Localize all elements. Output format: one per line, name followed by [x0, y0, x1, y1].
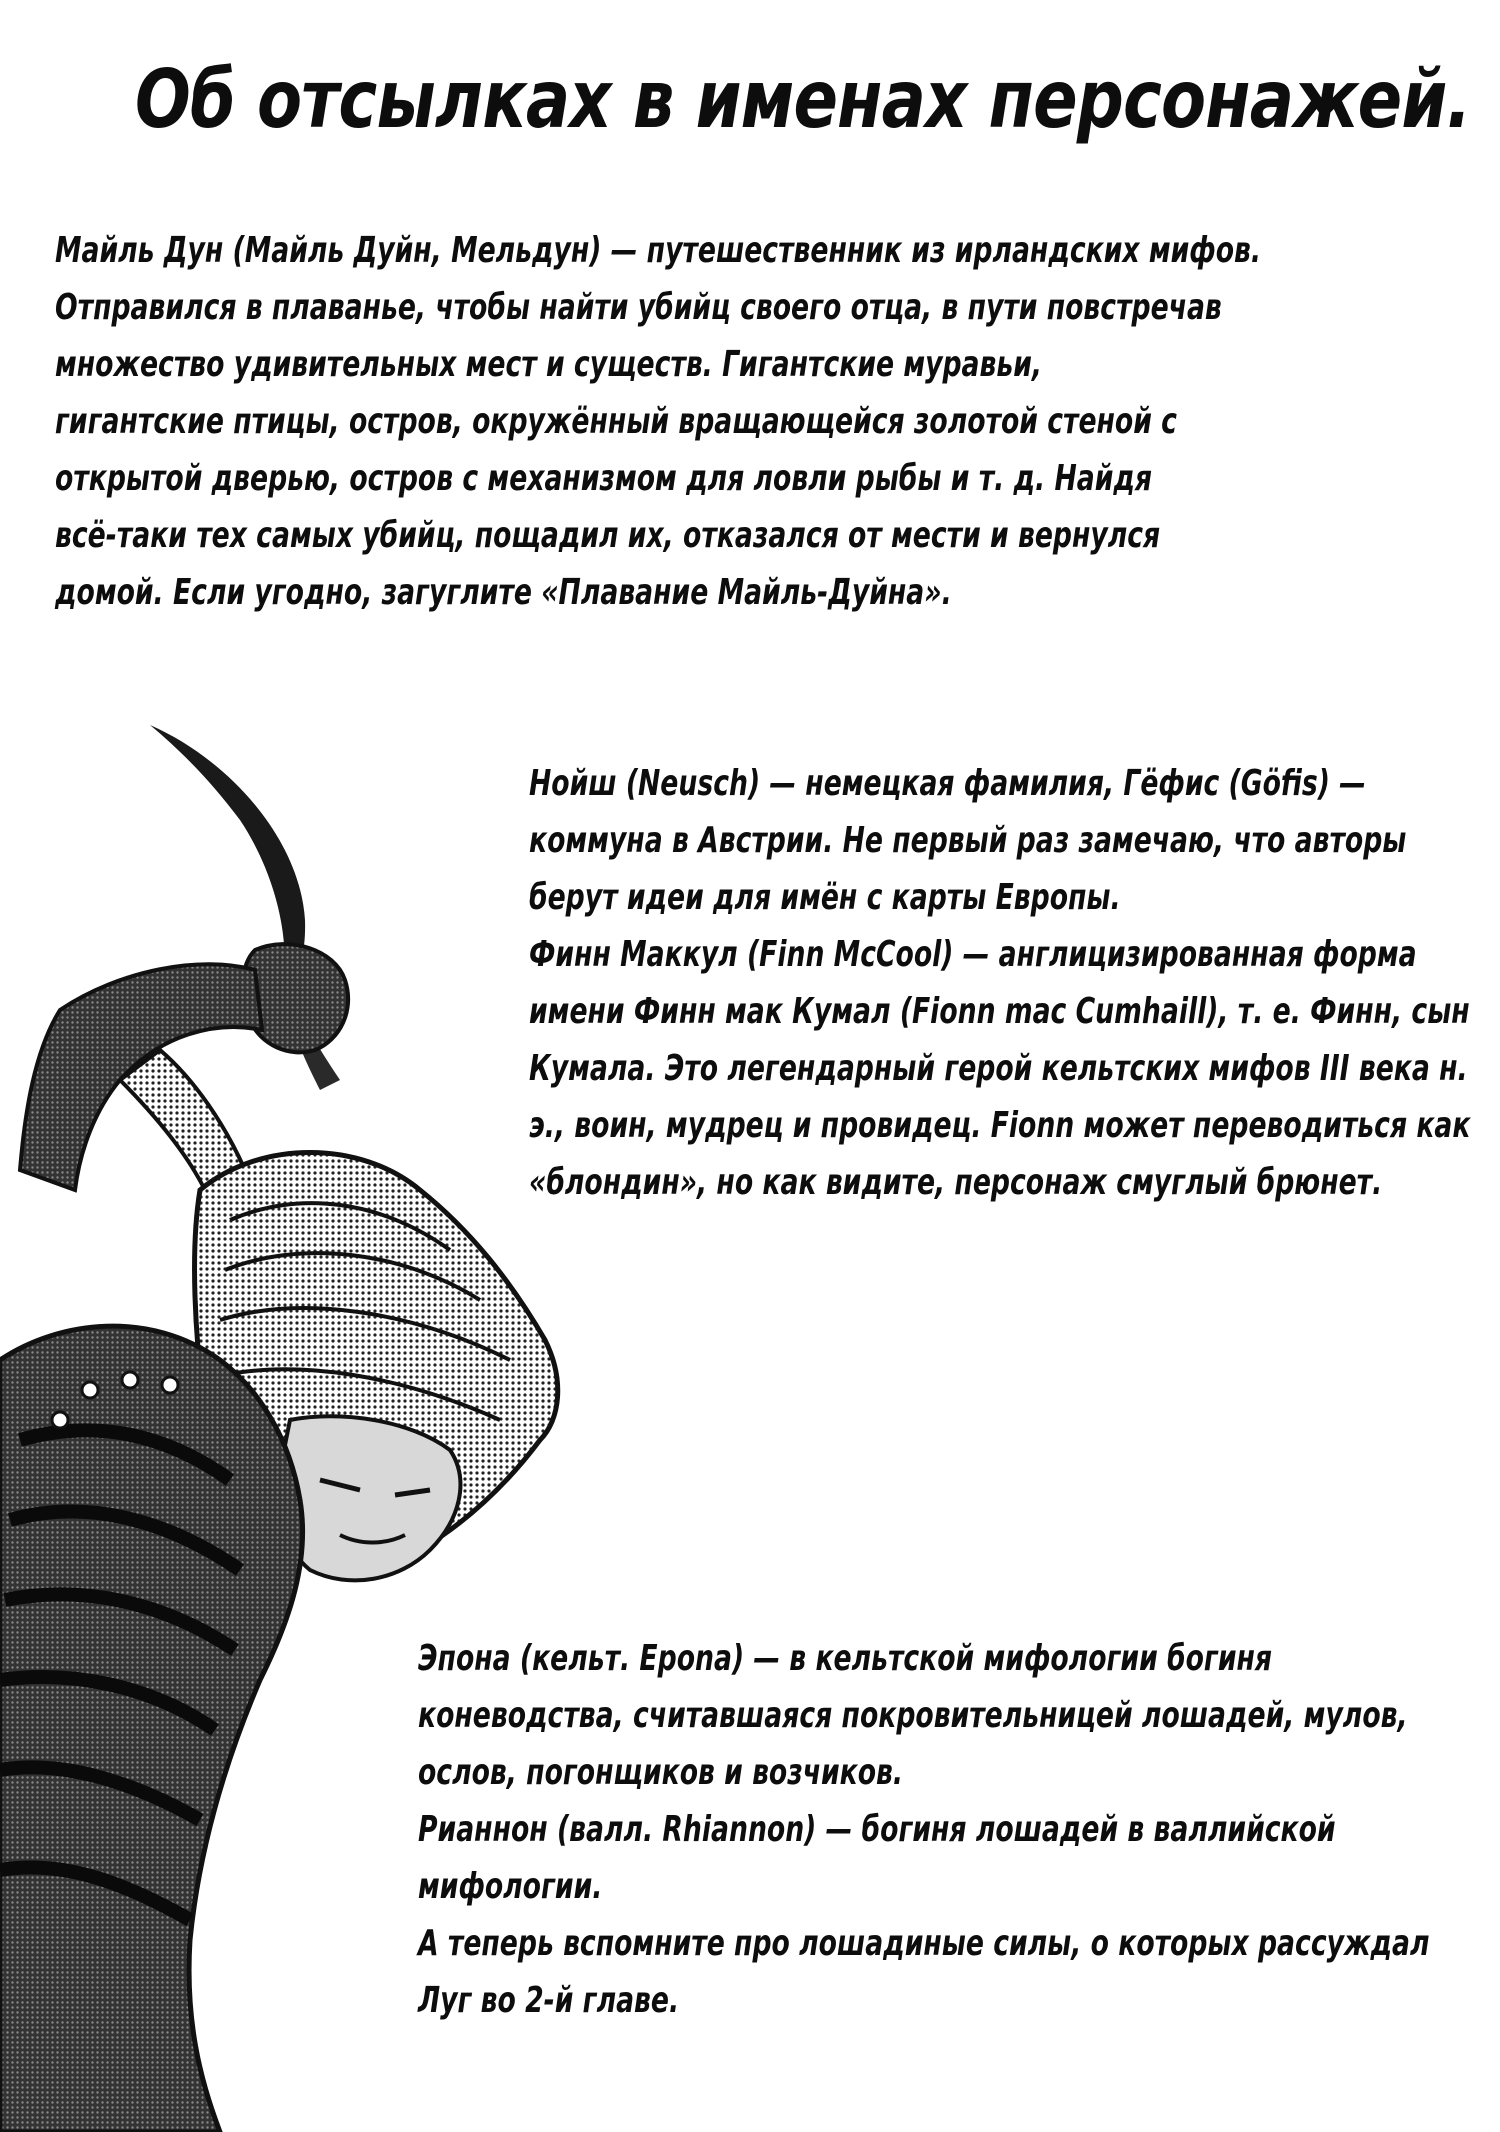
text-line: домой. Если угодно, загуглите «Плавание Майль-Дуйна». — [55, 572, 952, 613]
text-line: Рианнон (валл. Rhiannon) — богиня лошадей в валлийской — [418, 1809, 1336, 1850]
note-neusch-finn — [529, 755, 1500, 1211]
forearm — [120, 1050, 245, 1190]
page-title: Об отсылках в именах персонажей. — [135, 53, 1471, 146]
note-epona-rhiannon — [418, 1630, 1500, 2029]
text-line: ослов, погонщиков и возчиков. — [418, 1752, 904, 1793]
text-line: всё-таки тех самых убийц, пощадил их, отказался от мести и вернулся — [55, 515, 1161, 556]
text-line: Отправился в плаванье, чтобы найти убийц своего отца, в пути повстречав — [55, 287, 1222, 328]
text-line: Кумала. Это легендарный герой кельтских мифов III века н. — [529, 1048, 1468, 1089]
text-line: «блондин», но как видите, персонаж смуглый брюнет. — [529, 1162, 1383, 1203]
text-line: мифологии. — [418, 1866, 603, 1907]
text-line: берут идеи для имён с карты Европы. — [529, 877, 1121, 918]
face — [279, 1416, 461, 1580]
text-line: Финн Маккул (Finn McCool) — англицизированная форма — [529, 934, 1417, 975]
text-line: А теперь вспомните про лошадиные силы, о которых рассуждал — [418, 1923, 1430, 1964]
text-line: коммуна в Австрии. Не первый раз замечаю, что авторы — [529, 820, 1407, 861]
text-line: э., воин, мудрец и провидец. Fionn может переводиться как — [529, 1105, 1471, 1146]
text-line: открытой дверью, остров с механизмом для ловли рыбы и т. д. Найдя — [55, 458, 1153, 499]
text-line: имени Финн мак Кумал (Fionn mac Cumhaill), т. е. Финн, сын — [529, 991, 1470, 1032]
text-line: гигантские птицы, остров, окружённый вращающейся золотой стеной с — [55, 401, 1177, 442]
text-line: коневодства, считавшаяся покровительницей лошадей, мулов, — [418, 1695, 1408, 1736]
text-line: Майль Дун (Майль Дуйн, Мельдун) — путешественник из ирландских мифов. — [55, 230, 1262, 271]
text-line: Луг во 2-й главе. — [418, 1980, 680, 2021]
note-mael-duin — [55, 222, 1394, 621]
text-line: Эпона (кельт. Epona) — в кельтской мифологии богиня — [418, 1638, 1273, 1679]
text-line: множество удивительных мест и существ. Гигантские муравьи, — [55, 344, 1043, 385]
text-line: Нойш (Neusch) — немецкая фамилия, Гёфис (Göfis) — — [529, 763, 1366, 804]
